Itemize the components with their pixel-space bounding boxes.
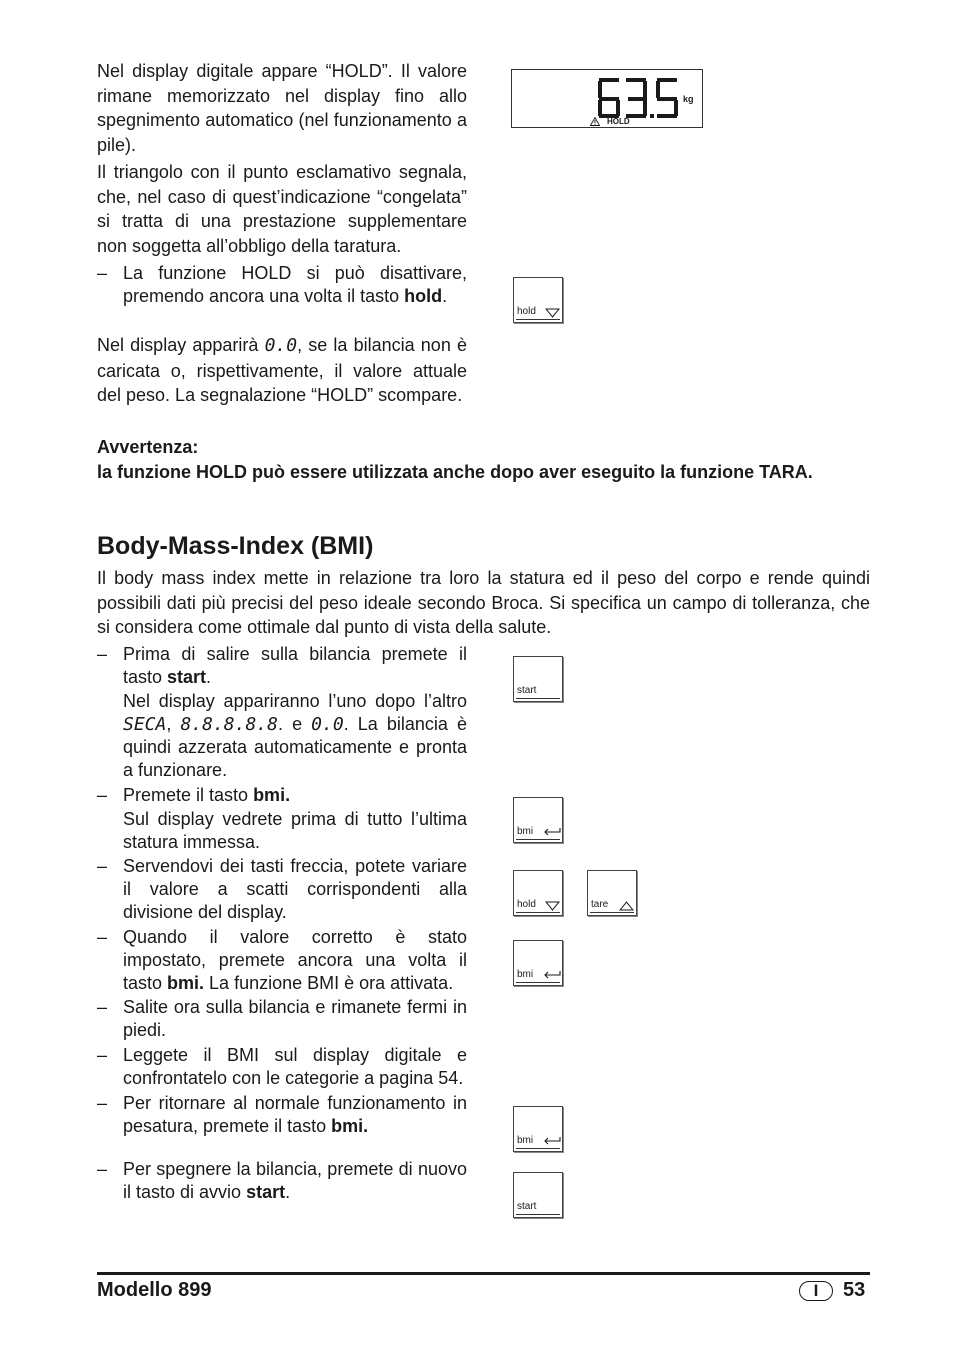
lcd-display — [511, 69, 703, 128]
bmi-heading: Body-Mass-Index (BMI) — [97, 532, 374, 560]
step-confirm: – Quando il valore corretto è stato impostato, premete ancora una volta il tasto bmi. La funzione BMI è ora attivata. — [97, 927, 467, 993]
hold-disable-item: – La funzione HOLD si può disattivare, premendo ancora una volta il tasto hold. — [97, 263, 467, 306]
step-stand: – Salite ora sulla bilancia e rimanete fermi in piedi. — [97, 997, 467, 1040]
list-dash: – — [97, 263, 108, 283]
hold-key[interactable]: hold — [513, 277, 563, 323]
step-start: – Prima di salire sulla bilancia premete il tasto start. Nel display appariranno l’uno dopo l’altro SECA, 8.8.8.8.8. e 0.0. La bilancia è quindi azzerata automaticamente e pronta a funzionare. — [97, 644, 467, 780]
down-triangle-icon — [545, 901, 560, 911]
display-hold-indicator: HOLD — [607, 117, 630, 126]
step-off: – Per spegnere la bilancia, premete di nuovo il tasto di avvio start. — [97, 1159, 467, 1202]
segment-eights: 8.8.8.8.8 — [180, 714, 278, 735]
hold-paragraph: Nel display digitale appare “HOLD”. Il valore rimane memorizzato nel display fino allo spegnimento automatico (nel funzionamento a pile). — [97, 61, 467, 155]
page-number: 53 — [843, 1279, 866, 1301]
display-unit: kg — [683, 94, 694, 104]
start-key-off[interactable]: start — [513, 1172, 563, 1218]
enter-arrow-icon — [543, 1136, 561, 1145]
step-return: – Per ritornare al normale funzionamento in pesatura, premete il tasto bmi. — [97, 1093, 467, 1136]
warning-text: la funzione HOLD può essere utilizzata anche dopo aver eseguito la funzione TARA. — [97, 462, 813, 482]
footer-model: Modello 899 — [97, 1279, 212, 1301]
segment-zero: 0.0 — [264, 335, 298, 356]
hold-key-arrow[interactable]: hold — [513, 870, 563, 916]
bmi-key-return[interactable]: bmi — [513, 1106, 563, 1152]
bmi-key[interactable]: bmi — [513, 797, 563, 843]
hold-key-ref: hold — [404, 286, 443, 306]
start-key[interactable]: start — [513, 656, 563, 702]
enter-arrow-icon — [543, 827, 561, 836]
warning-note — [97, 435, 870, 485]
display-zero-paragraph: Nel display apparirà 0.0, se la bilancia non è caricata o, rispettivamente, il valore attuale del peso. La segnalazione “HOLD” scompare. — [97, 335, 468, 405]
enter-arrow-icon — [543, 970, 561, 979]
up-triangle-icon — [619, 901, 634, 911]
down-triangle-icon — [545, 308, 560, 318]
step-arrows: – Servendovi dei tasti freccia, potete variare il valore a scatti corrispondenti alla divisione del display. — [97, 856, 467, 922]
bmi-intro: Il body mass index mette in relazione tra loro la statura ed il peso del corpo e rende quindi possibili dati più precisi del peso ideale secondo Broca. Si specifica un campo di tolleranza, che si considera come ottimale dal punto di vista della salute. — [97, 568, 870, 637]
language-badge: I — [799, 1281, 833, 1301]
triangle-paragraph: Il triangolo con il punto esclamativo segnala, che, nel caso di quest’indicazione “congelata” si tratta di una prestazione supplementare non soggetta all’obbligo della taratura. — [97, 162, 467, 256]
bmi-key-confirm[interactable]: bmi — [513, 940, 563, 986]
warning-title: Avvertenza: — [97, 437, 199, 457]
segment-seca: SECA — [123, 714, 167, 735]
tare-key[interactable]: tare — [587, 870, 637, 916]
segment-zero: 0.0 — [311, 714, 344, 735]
warning-triangle-icon — [590, 117, 600, 126]
step-bmi: – Premete il tasto bmi. Sul display vedrete prima di tutto l’ultima statura immessa. — [97, 785, 467, 852]
footer-rule — [97, 1272, 870, 1275]
step-read: – Leggete il BMI sul display digitale e confrontatelo con le categorie a pagina 54. — [97, 1045, 467, 1088]
